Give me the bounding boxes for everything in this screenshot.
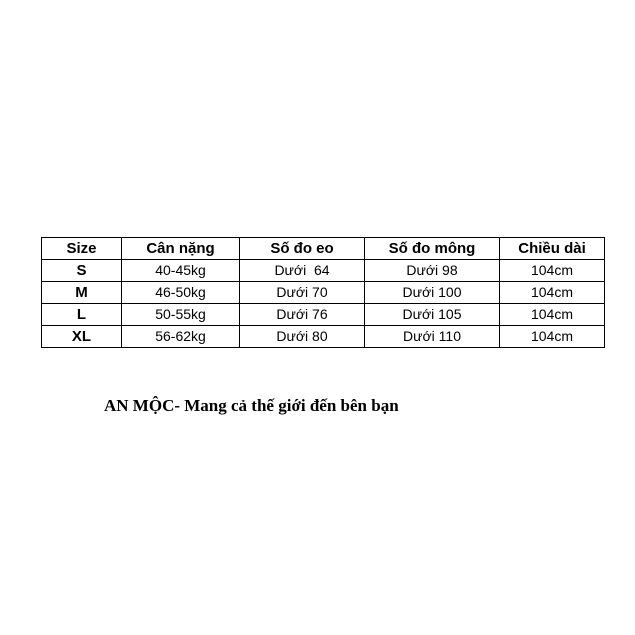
hip-value: Dưới 110 — [365, 326, 500, 348]
size-value: XL — [42, 326, 122, 348]
hip-value: Dưới 100 — [365, 282, 500, 304]
waist-value: Dưới 70 — [240, 282, 365, 304]
waist-value: Dưới 76 — [240, 304, 365, 326]
table-row — [42, 260, 605, 282]
size-value: M — [42, 282, 122, 304]
header-size: Size — [42, 238, 122, 260]
length-value: 104cm — [500, 304, 605, 326]
size-chart-table — [41, 237, 605, 348]
header-hip: Số đo mông — [365, 238, 500, 260]
header-weight: Cân nặng — [122, 238, 240, 260]
table-row — [42, 326, 605, 348]
header-waist: Số đo eo — [240, 238, 365, 260]
waist-value: Dưới 64 — [240, 260, 365, 282]
hip-value: Dưới 98 — [365, 260, 500, 282]
weight-value: 56-62kg — [122, 326, 240, 348]
table-row — [42, 304, 605, 326]
waist-value: Dưới 80 — [240, 326, 365, 348]
table-header-row — [42, 238, 605, 260]
weight-value: 46-50kg — [122, 282, 240, 304]
hip-value: Dưới 105 — [365, 304, 500, 326]
table-row — [42, 282, 605, 304]
weight-value: 40-45kg — [122, 260, 240, 282]
length-value: 104cm — [500, 282, 605, 304]
length-value: 104cm — [500, 260, 605, 282]
header-length: Chiều dài — [500, 238, 605, 260]
size-value: L — [42, 304, 122, 326]
weight-value: 50-55kg — [122, 304, 240, 326]
size-value: S — [42, 260, 122, 282]
length-value: 104cm — [500, 326, 605, 348]
brand-tagline: AN MỘC- Mang cả thế giới đến bên bạn — [104, 396, 399, 415]
